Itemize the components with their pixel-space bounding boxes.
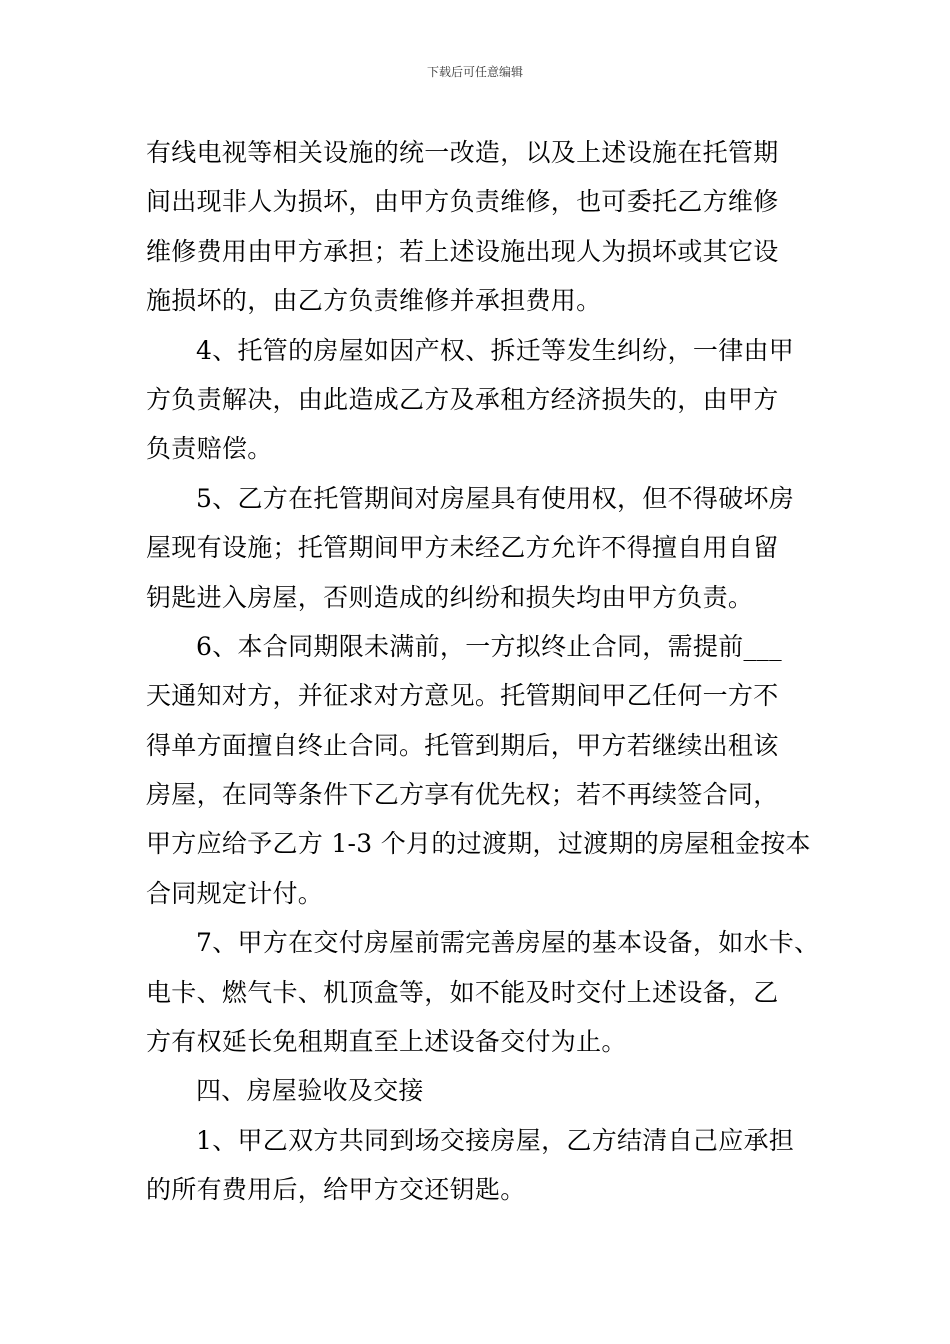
text-line: 7、甲方在交付房屋前需完善房屋的基本设备，如水卡、 (196, 928, 820, 958)
text-line: 维修费用由甲方承担；若上述设施出现人为损坏或其它设 (146, 236, 779, 266)
text-line: 方负责解决，由此造成乙方及承租方经济损失的，由甲方 (146, 384, 779, 414)
text-line: 电卡、燃气卡、机顶盒等，如不能及时交付上述设备，乙 (146, 977, 779, 1007)
page-header-note: 下载后可任意编辑 (426, 65, 523, 79)
text-line: 4、托管的房屋如因产权、拆迁等发生纠纷，一律由甲 (196, 335, 795, 365)
text-line: 合同规定计付。 (146, 878, 324, 908)
text-line: 5、乙方在托管期间对房屋具有使用权，但不得破坏房 (196, 483, 795, 513)
document-body (146, 128, 830, 1215)
text-line: 得单方面擅自终止合同。托管到期后，甲方若继续出租该 (146, 730, 779, 760)
text-line: 有线电视等相关设施的统一改造，以及上述设施在托管期 (146, 138, 779, 167)
text-line: 钥匙进入房屋，否则造成的纠纷和损失均由甲方负责。 (146, 582, 754, 612)
text-line: 方有权延长免租期直至上述设备交付为止。 (146, 1027, 627, 1057)
text-line: 1、甲乙双方共同到场交接房屋，乙方结清自己应承担 (196, 1125, 795, 1155)
section-heading: 四、房屋验收及交接 (196, 1076, 424, 1106)
text-line: 间出现非人为损坏，由甲方负责维修，也可委托乙方维修 (146, 187, 779, 217)
text-line: 施损坏的，由乙方负责维修并承担费用。 (146, 286, 602, 316)
text-line: 6、本合同期限未满前，一方拟终止合同，需提前___ (196, 631, 782, 661)
text-line: 天通知对方，并征求对方意见。托管期间甲乙任何一方不 (146, 681, 779, 711)
text-line: 负责赔偿。 (146, 434, 273, 464)
text-line: 屋现有设施；托管期间甲方未经乙方允许不得擅自用自留 (146, 533, 779, 563)
text-line: 的所有费用后，给甲方交还钥匙。 (146, 1175, 526, 1205)
text-line: 甲方应给予乙方 1-3 个月的过渡期，过渡期的房屋租金按本 (146, 829, 811, 859)
text-line: 房屋，在同等条件下乙方享有优先权；若不再续签合同， (146, 780, 779, 810)
